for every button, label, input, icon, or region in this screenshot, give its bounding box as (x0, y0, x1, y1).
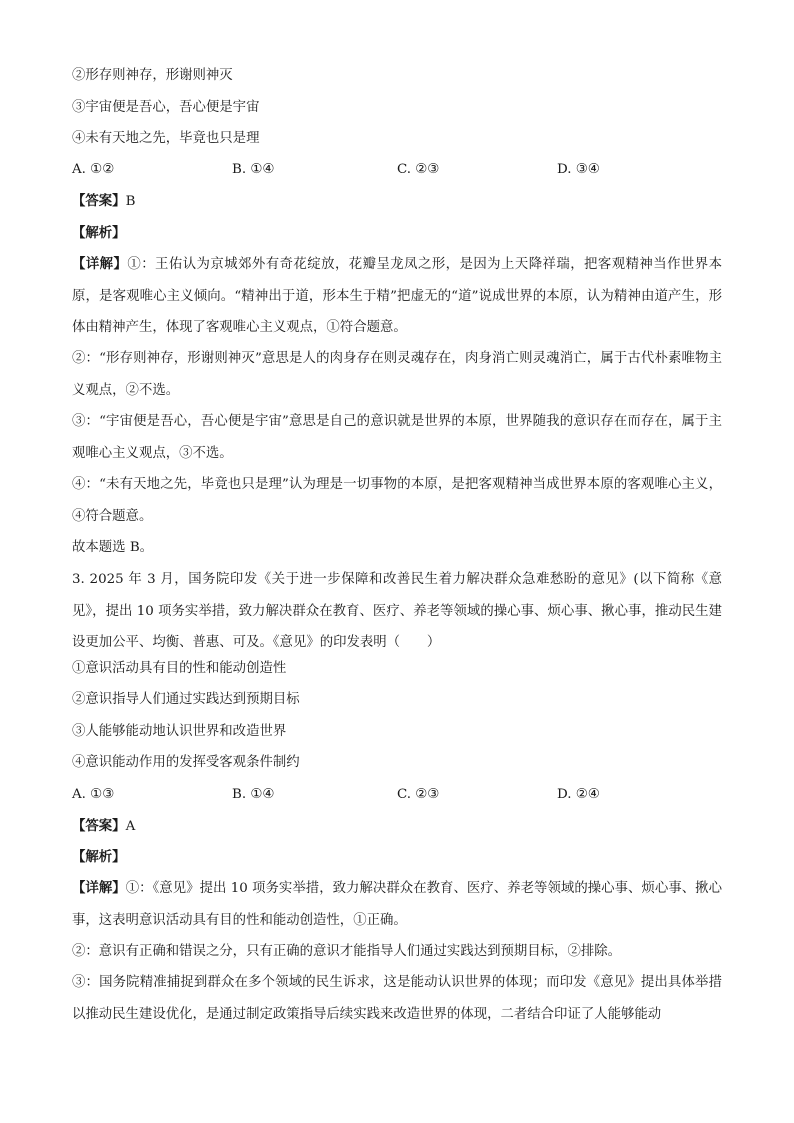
q3-stem: 3. 2025 年 3 月，国务院印发《关于进一步保障和改善民生着力解决群众急难愁盼的意见》(以下简称《意见》，提出 10 项务实举措，致力解决群众在教育、医疗、养老等领域的操心事、烦心事、揪心事，推动民生建设更加公平、均衡、普惠、可及。《意见》的印发表明（ ） (72, 572, 722, 650)
answer-value: B (125, 194, 136, 209)
q2-analysis-label: 【解析】 (72, 225, 126, 241)
q3-detail-p2: ②：意识有正确和错误之分，只有正确的意识才能指导人们通过实践达到预期目标，②排除。 (72, 944, 622, 959)
q2-item-4: ④未有天地之先，毕竟也只是理 (72, 131, 260, 146)
q3-item-4: ④意识能动作用的发挥受客观条件制约 (72, 755, 300, 770)
detail-text: ①：王佑认为京城郊外有奇花绽放，花瓣呈龙凤之形，是因为上天降祥瑞，把客观精神当作世界本原，是客观唯心主义倾向。“精神出于道，形本生于精”把虚无的“道”说成世界的本原，认为精神由道产生，形体由精神产生，体现了客观唯心主义观点，①符合题意。 (72, 257, 722, 335)
answer-label: 【答案】 (72, 193, 126, 209)
q3-item-1: ①意识活动具有目的性和能动创造性 (72, 661, 287, 676)
q2-option-c: C. ②③ (397, 162, 440, 177)
q3-option-d: D. ②④ (557, 787, 600, 802)
q2-detail-p4: ④：“未有天地之先，毕竟也只是理”认为理是一切事物的本原，是把客观精神当成世界本原的客观唯心主义，④符合题意。 (72, 477, 722, 524)
detail-text: ①：《意见》提出 10 项务实举措，致力解决群众在教育、医疗、养老等领域的操心事、烦心事、揪心事，这表明意识活动具有目的性和能动创造性，①正确。 (72, 881, 722, 928)
q2-detail-p2: ②：“形存则神存，形谢则神灭”意思是人的肉身存在则灵魂存在，肉身消亡则灵魂消亡，属于古代朴素唯物主义观点，②不选。 (72, 351, 722, 398)
q3-option-b: B. ①④ (232, 787, 275, 802)
q3-item-3: ③人能够能动地认识世界和改造世界 (72, 724, 287, 739)
q3-option-c: C. ②③ (397, 787, 440, 802)
q2-option-a: A. ①② (72, 162, 115, 177)
q3-item-2: ②意识指导人们通过实践达到预期目标 (72, 692, 300, 707)
q2-answer (72, 191, 135, 212)
answer-value: A (125, 819, 136, 834)
q2-item-3: ③宇宙便是吾心，吾心便是宇宙 (72, 100, 260, 115)
q2-detail-p1 (72, 249, 722, 344)
q3-detail-p3: ③：国务院精准捕捉到群众在多个领域的民生诉求，这是能动认识世界的体现；而印发《意见》提出具体举措以推动民生建设优化，是通过制定政策指导后续实践来改造世界的体现，二者结合印证了人能够能动 (72, 975, 722, 1022)
q2-option-b: B. ①④ (232, 162, 275, 177)
q3-detail-p1 (72, 873, 722, 936)
q2-detail-p3: ③：“宇宙便是吾心，吾心便是宇宙”意思是自己的意识就是世界的本原，世界随我的意识存在而存在，属于主观唯心主义观点，③不选。 (72, 414, 722, 461)
detail-label: 【详解】 (72, 256, 128, 272)
q2-conclusion: 故本题选 B。 (72, 540, 154, 555)
q3-option-a: A. ①③ (72, 787, 115, 802)
q2-item-2: ②形存则神存，形谢则神灭 (72, 68, 233, 83)
detail-label: 【详解】 (72, 880, 126, 896)
q3-answer (72, 816, 135, 837)
answer-label: 【答案】 (72, 818, 126, 834)
q3-analysis-label: 【解析】 (72, 849, 126, 865)
q2-option-d: D. ③④ (557, 162, 600, 177)
